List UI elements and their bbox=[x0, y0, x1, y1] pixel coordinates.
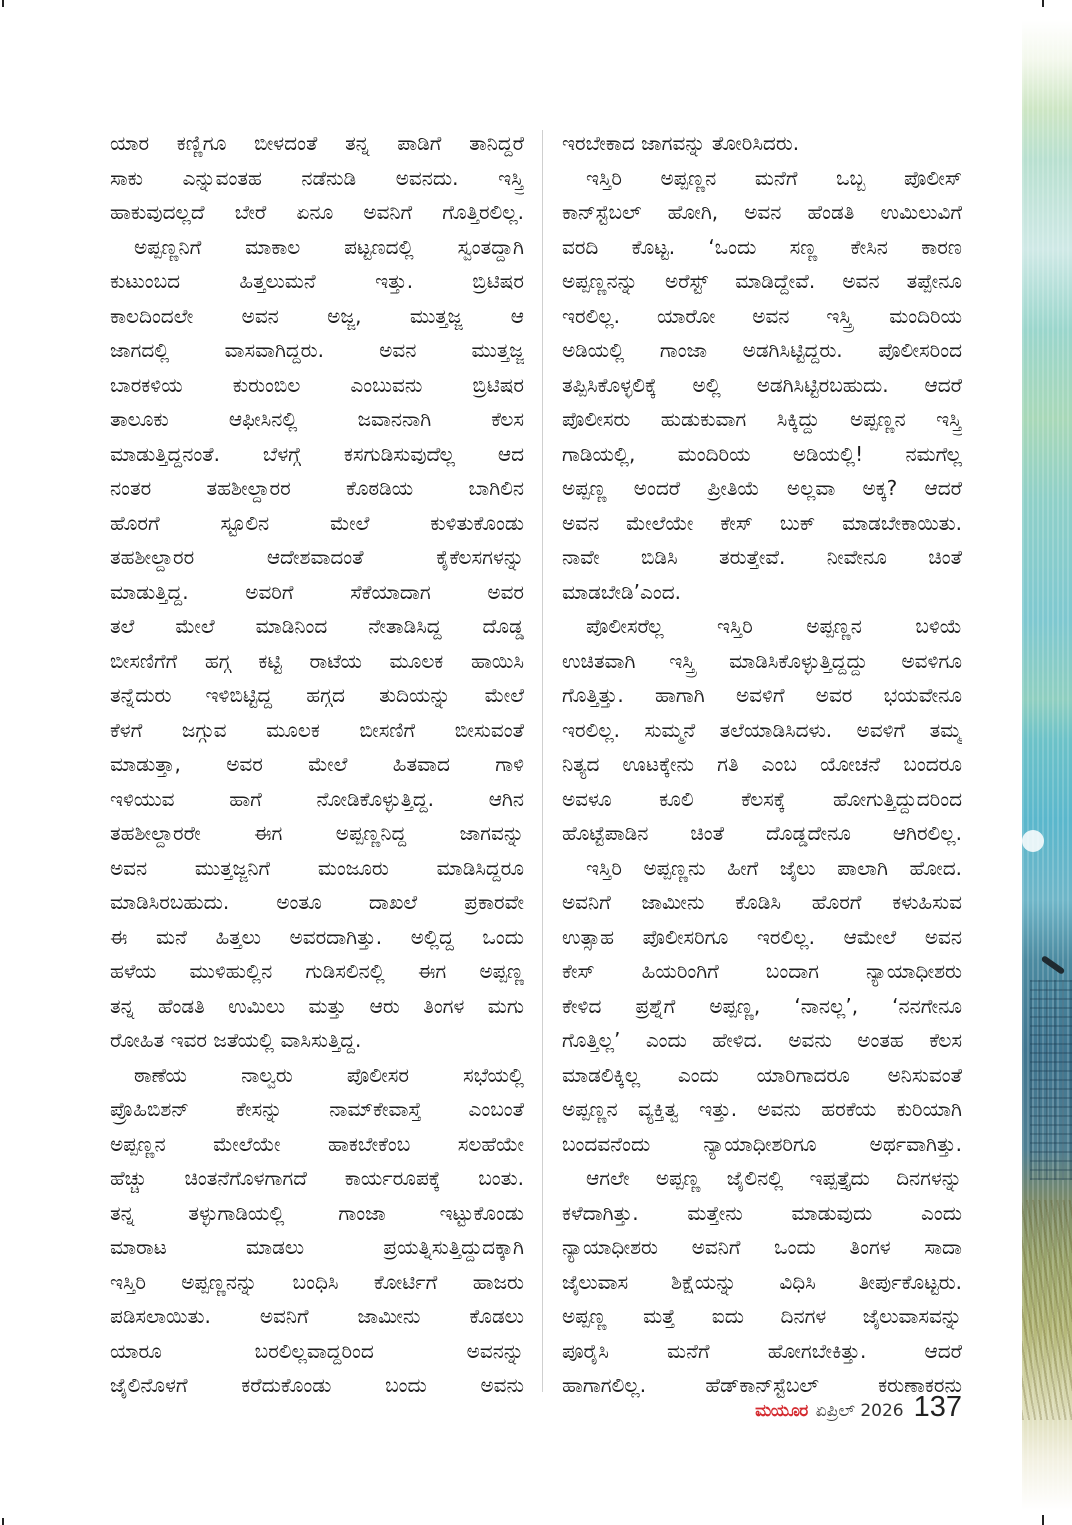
text-line: ಕೆಳಗೆ ಜಗ್ಗುವ ಮೂಲಕ ಬೀಸಣಿಗೆ ಬೀಸುವಂತೆ bbox=[110, 717, 524, 742]
paragraph bbox=[562, 609, 962, 851]
text-line: ತನ್ನೆದುರು ಇಳಿಬಿಟ್ಟಿದ್ದ ಹಗ್ಗದ ತುದಿಯನ್ನು ಮೇಲೆ bbox=[110, 683, 524, 707]
text-line: ಬಂದವನೆಂದು ನ್ಯಾಯಾಧೀಶರಿಗೂ ಅರ್ಥವಾಗಿತ್ತು. bbox=[562, 1131, 962, 1156]
text-line: ಹಳೆಯ ಮುಳಿಹುಲ್ಲಿನ ಗುಡಿಸಲಿನಲ್ಲಿ ಈಗ ಅಪ್ಪಣ್ಣ bbox=[110, 959, 524, 983]
text-line: ಗೊತ್ತಿತ್ತು. ಹಾಗಾಗಿ ಅವಳಿಗೆ ಅವರ ಭಯವೇನೂ bbox=[562, 683, 962, 707]
column-divider bbox=[542, 130, 543, 1392]
crop-mark bbox=[1042, 1515, 1044, 1525]
text-line: ಅಪ್ಪಣ್ಣನ ವ್ಯಕ್ತಿತ್ವ ಇತ್ತು. ಅವನು ಹರಕೆಯ ಕುರಿಯಾಗಿ bbox=[562, 1097, 962, 1121]
text-line: ತಪ್ಪಿಸಿಕೊಳ್ಳಲಿಕ್ಕೆ ಅಲ್ಲಿ ಅಡಗಿಸಿಟ್ಟಿರಬಹುದು. ಆದರೆ bbox=[562, 372, 962, 397]
text-line: ಮಾಡುತ್ತಿದ್ದ. ಅವರಿಗೆ ಸೆಕೆಯಾದಾಗ ಅವರ bbox=[110, 579, 524, 604]
text-line: ತಾಲೂಕು ಆಫೀಸಿನಲ್ಲಿ ಜವಾನನಾಗಿ ಕೆಲಸ bbox=[110, 407, 524, 431]
text-line: ಮಾಡುತ್ತಿದ್ದನಂತೆ. ಬೆಳಗ್ಗೆ ಕಸಗುಡಿಸುವುದೆಲ್ಲ ಆದ bbox=[110, 441, 524, 466]
text-line: ಅಡಿಯಲ್ಲಿ ಗಾಂಜಾ ಅಡಗಿಸಿಟ್ಟಿದ್ದರು. ಪೊಲೀಸರಿಂದ bbox=[562, 338, 962, 362]
text-line: ಬೀಸಣಿಗೆಗೆ ಹಗ್ಗ ಕಟ್ಟಿ ರಾಟೆಯ ಮೂಲಕ ಹಾಯಿಸಿ bbox=[110, 648, 524, 673]
text-line: ಜೈಲುವಾಸ ಶಿಕ್ಷೆಯನ್ನು ವಿಧಿಸಿ ತೀರ್ಪುಕೊಟ್ಟರು. bbox=[562, 1269, 962, 1294]
text-line: ಅಪ್ಪಣ್ಣನ ಮೇಲೆಯೇ ಹಾಕಬೇಕೆಂಬ ಸಲಹೆಯೇ bbox=[110, 1131, 524, 1156]
text-line: ಕೇಳಿದ ಪ್ರಶ್ನೆಗೆ ಅಪ್ಪಣ್ಣ, ‘ನಾನಲ್ಲ’, ‘ನನಗೇನೂ bbox=[562, 993, 962, 1018]
page-number: 137 bbox=[913, 1391, 962, 1423]
text-line: ಜೈಲಿನೊಳಗೆ ಕರೆದುಕೊಂಡು ಬಂದು ಅವನು bbox=[110, 1373, 524, 1397]
text-line: ಪೊಲೀಸರೆಲ್ಲ ಇಸ್ತಿರಿ ಅಪ್ಪಣ್ಣನ ಬಳಿಯೆ bbox=[586, 614, 962, 638]
text-line: ಕಾನ್‌ಸ್ಟೆಬಲ್ ಹೋಗಿ, ಅವನ ಹೆಂಡತಿ ಉಮಿಲುವಿಗೆ bbox=[562, 200, 962, 224]
paragraph bbox=[562, 851, 962, 1162]
text-line: ಠಾಣೆಯ ನಾಲ್ವರು ಪೊಲೀಸರ ಸಭೆಯಲ್ಲಿ bbox=[134, 1062, 524, 1087]
text-line: ಹಾಗಾಗಲಿಲ್ಲ. ಹೆಡ್‌ಕಾನ್‌ಸ್ಟೆಬಲ್ ಕರುಣಾಕರನು bbox=[562, 1373, 962, 1397]
paragraph bbox=[110, 230, 524, 1058]
text-line: ಈ ಮನೆ ಹಿತ್ತಲು ಅವರದಾಗಿತ್ತು. ಅಲ್ಲಿದ್ದ ಒಂದು bbox=[110, 924, 524, 949]
text-line: ಅಪ್ಪಣ್ಣನನ್ನು ಅರೆಸ್ಟ್ ಮಾಡಿದ್ದೇವೆ. ಅವನ ತಪ್ಪೇನೂ bbox=[562, 269, 962, 293]
text-line: ಯಾರ ಕಣ್ಣಿಗೂ ಬೀಳದಂತೆ ತನ್ನ ಪಾಡಿಗೆ ತಾನಿದ್ದರೆ bbox=[110, 131, 524, 155]
text-line: ತನ್ನ ಹೆಂಡತಿ ಉಮಿಲು ಮತ್ತು ಆರು ತಿಂಗಳ ಮಗು bbox=[110, 993, 524, 1018]
text-line: ಮಾರಾಟ ಮಾಡಲು ಪ್ರಯತ್ನಿಸುತ್ತಿದ್ದುದಕ್ಕಾಗಿ bbox=[110, 1235, 524, 1259]
text-line: ಇರಬೇಕಾದ ಜಾಗವನ್ನು ತೋರಿಸಿದರು. bbox=[562, 131, 800, 155]
text-line: ಮಾಡಲಿಕ್ಕಿಲ್ಲ ಎಂದು ಯಾರಿಗಾದರೂ ಅನಿಸುವಂತೆ bbox=[562, 1062, 962, 1087]
text-line: ಗೊತ್ತಿಲ್ಲ’ ಎಂದು ಹೇಳಿದ. ಅವನು ಅಂತಹ ಕೆಲಸ bbox=[562, 1028, 962, 1052]
text-line: ಅಪ್ಪಣ್ಣನಿಗೆ ಮಾಕಾಲ ಪಟ್ಟಣದಲ್ಲಿ ಸ್ವಂತದ್ದಾಗಿ bbox=[134, 234, 524, 259]
paragraph bbox=[110, 126, 524, 230]
text-line: ಮಾಡಿಸಿರಬಹುದು. ಅಂತೂ ದಾಖಲೆ ಪ್ರಕಾರವೇ bbox=[110, 890, 524, 914]
paragraph bbox=[562, 126, 962, 161]
text-column-right bbox=[562, 126, 962, 1403]
text-line: ಕಳೆದಾಗಿತ್ತು. ಮತ್ತೇನು ಮಾಡುವುದು ಎಂದು bbox=[562, 1200, 962, 1225]
text-line: ತನ್ನ ತಳ್ಳುಗಾಡಿಯಲ್ಲಿ ಗಾಂಜಾ ಇಟ್ಟುಕೊಂಡು bbox=[110, 1200, 524, 1225]
text-line: ಅವನ ಮೇಲೆಯೇ ಕೇಸ್ ಬುಕ್ ಮಾಡಬೇಕಾಯಿತು. bbox=[562, 510, 962, 535]
illustration-moon bbox=[1022, 830, 1044, 852]
text-line: ಪ್ರೊಹಿಬಿಶನ್ ಕೇಸನ್ನು ನಾಮ್‌ಕೇವಾಸ್ತೆ ಎಂಬಂತೆ bbox=[110, 1097, 524, 1121]
crop-mark bbox=[1042, 0, 1044, 7]
text-line: ಪೊಲೀಸರು ಹುಡುಕುವಾಗ ಸಿಕ್ಕಿದ್ದು ಅಪ್ಪಣ್ಣನ ಇಸ್ತ್ರಿ bbox=[562, 407, 962, 431]
text-line: ಇರಲಿಲ್ಲ. ಸುಮ್ಮನೆ ತಲೆಯಾಡಿಸಿದಳು. ಅವಳಿಗೆ ತಮ್ಮ bbox=[562, 717, 962, 742]
text-line: ಅಪ್ಪಣ್ಣ ಮತ್ತೆ ಐದು ದಿನಗಳ ಜೈಲುವಾಸವನ್ನು bbox=[562, 1304, 962, 1328]
text-line: ಇಸ್ತಿರಿ ಅಪ್ಪಣ್ಣನ ಮನೆಗೆ ಒಬ್ಬ ಪೊಲೀಸ್ bbox=[586, 165, 962, 190]
text-line: ತಹಶೀಲ್ದಾರರ ಆದೇಶವಾದಂತೆ ಕೈಕೆಲಸಗಳನ್ನು bbox=[110, 545, 524, 569]
illustration-buildings bbox=[1030, 980, 1072, 1180]
text-line: ಅಪ್ಪಣ್ಣ ಅಂದರೆ ಪ್ರೀತಿಯೆ ಅಲ್ಲವಾ ಅಕ್ಕ? ಆದರೆ bbox=[562, 476, 962, 500]
text-line: ಅವಳೂ ಕೂಲಿ ಕೆಲಸಕ್ಕೆ ಹೋಗುತ್ತಿದ್ದುದರಿಂದ bbox=[562, 786, 962, 811]
text-line: ಉತ್ಸಾಹ ಪೊಲೀಸರಿಗೂ ಇರಲಿಲ್ಲ. ಆಮೇಲೆ ಅವನ bbox=[562, 924, 962, 949]
text-line: ಬಾರಕಳಿಯ ಕುರುಂಬಿಲ ಎಂಬುವನು ಬ್ರಿಟಿಷರ bbox=[110, 372, 524, 397]
text-line: ಮಾಡಬೇಡಿ’ಎಂದ. bbox=[562, 579, 681, 604]
text-line: ಸಾಕು ಎನ್ನುವಂತಹ ನಡೆನುಡಿ ಅವನದು. ಇಸ್ತ್ರಿ bbox=[110, 165, 524, 190]
text-line: ಉಚಿತವಾಗಿ ಇಸ್ತ್ರಿ ಮಾಡಿಸಿಕೊಳ್ಳುತ್ತಿದ್ದದ್ದು ಅವಳಿಗೂ bbox=[562, 648, 962, 673]
paragraph bbox=[562, 1161, 962, 1403]
text-line: ಜಾಗದಲ್ಲಿ ವಾಸವಾಗಿದ್ದರು. ಅವನ ಮುತ್ತಜ್ಜ bbox=[110, 338, 524, 362]
magazine-logo: ಮಯೂರ bbox=[755, 1401, 808, 1421]
text-line: ಅವನ ಮುತ್ತಜ್ಜನಿಗೆ ಮಂಜೂರು ಮಾಡಿಸಿದ್ದರೂ bbox=[110, 855, 524, 880]
text-line: ನಿತ್ಯದ ಊಟಕ್ಕೇನು ಗತಿ ಎಂಬ ಯೋಚನೆ ಬಂದರೂ bbox=[562, 752, 962, 776]
text-line: ರೋಹಿತ ಇವರ ಜತೆಯಲ್ಲಿ ವಾಸಿಸುತ್ತಿದ್ದ. bbox=[110, 1028, 362, 1052]
paragraph bbox=[562, 161, 962, 610]
text-line: ಪೂರೈಸಿ ಮನೆಗೆ ಹೋಗಬೇಕಿತ್ತು. ಆದರೆ bbox=[562, 1338, 962, 1363]
text-line: ಹೆಚ್ಚು ಚಿಂತನೆಗೊಳಗಾಗದೆ ಕಾರ್ಯರೂಪಕ್ಕೆ ಬಂತು. bbox=[110, 1166, 524, 1190]
crop-mark bbox=[2, 1518, 4, 1525]
text-line: ಇರಲಿಲ್ಲ. ಯಾರೋ ಅವನ ಇಸ್ತ್ರಿ ಮಂದಿರಿಯ bbox=[562, 303, 962, 328]
text-line: ಕಾಲದಿಂದಲೇ ಅವನ ಅಜ್ಜ, ಮುತ್ತಜ್ಜ ಆ bbox=[110, 303, 524, 328]
text-line: ಕೇಸ್ ಹಿಯರಿಂಗಿಗೆ ಬಂದಾಗ ನ್ಯಾಯಾಧೀಶರು bbox=[562, 959, 962, 983]
text-line: ಗಾಡಿಯಲ್ಲಿ, ಮಂದಿರಿಯ ಅಡಿಯಲ್ಲಿ! ನಮಗೆಲ್ಲ bbox=[562, 441, 962, 466]
text-line: ಹಾಕುವುದಲ್ಲದೆ ಬೇರೆ ಏನೂ ಅವನಿಗೆ ಗೊತ್ತಿರಲಿಲ್ಲ. bbox=[110, 200, 524, 224]
page-footer bbox=[755, 1391, 962, 1427]
text-line: ಇಸ್ತಿರಿ ಅಪ್ಪಣ್ಣನನ್ನು ಬಂಧಿಸಿ ಕೋರ್ಟಿಗೆ ಹಾಜರು bbox=[110, 1269, 524, 1294]
text-line: ನ್ಯಾಯಾಧೀಶರು ಅವನಿಗೆ ಒಂದು ತಿಂಗಳ ಸಾದಾ bbox=[562, 1235, 962, 1259]
text-line: ಮಾಡುತ್ತಾ, ಅವರ ಮೇಲೆ ಹಿತವಾದ ಗಾಳಿ bbox=[110, 752, 524, 776]
illustration-grass bbox=[1022, 1200, 1072, 1420]
crop-mark bbox=[2, 0, 4, 7]
text-column-left bbox=[110, 126, 524, 1403]
paragraph bbox=[110, 1058, 524, 1403]
text-line: ಹೊಟ್ಟೆಪಾಡಿನ ಚಿಂತೆ ದೊಡ್ಡದೇನೂ ಆಗಿರಲಿಲ್ಲ. bbox=[562, 821, 962, 845]
text-line: ಅವನಿಗೆ ಜಾಮೀನು ಕೊಡಿಸಿ ಹೊರಗೆ ಕಳುಹಿಸುವ bbox=[562, 890, 962, 914]
text-line: ಹೊರಗೆ ಸ್ಟೂಲಿನ ಮೇಲೆ ಕುಳಿತುಕೊಂಡು bbox=[110, 510, 524, 535]
text-line: ಯಾರೂ ಬರಲಿಲ್ಲವಾದ್ದರಿಂದ ಅವನನ್ನು bbox=[110, 1338, 524, 1363]
text-line: ತಹಶೀಲ್ದಾರರೇ ಈಗ ಅಪ್ಪಣ್ಣನಿದ್ದ ಜಾಗವನ್ನು bbox=[110, 821, 524, 845]
text-line: ನಾವೇ ಬಿಡಿಸಿ ತರುತ್ತೇವೆ. ನೀವೇನೂ ಚಿಂತೆ bbox=[562, 545, 962, 569]
text-line: ವರದಿ ಕೊಟ್ಟ. ‘ಒಂದು ಸಣ್ಣ ಕೇಸಿನ ಕಾರಣ bbox=[562, 234, 962, 259]
text-line: ತಲೆ ಮೇಲೆ ಮಾಡಿನಿಂದ ನೇತಾಡಿಸಿದ್ದ ದೊಡ್ಡ bbox=[110, 614, 524, 638]
text-line: ಆಗಲೇ ಅಪ್ಪಣ್ಣ ಜೈಲಿನಲ್ಲಿ ಇಪ್ಪತ್ತೈದು ದಿನಗಳನ್ನು bbox=[586, 1166, 962, 1190]
text-line: ನಂತರ ತಹಶೀಲ್ದಾರರ ಕೊಠಡಿಯ ಬಾಗಿಲಿನ bbox=[110, 476, 524, 500]
text-line: ಪಡಿಸಲಾಯಿತು. ಅವನಿಗೆ ಜಾಮೀನು ಕೊಡಲು bbox=[110, 1304, 524, 1328]
text-line: ಇಳಿಯುವ ಹಾಗೆ ನೋಡಿಕೊಳ್ಳುತ್ತಿದ್ದ. ಆಗಿನ bbox=[110, 786, 524, 811]
issue-date: ಏಪ್ರಿಲ್ 2026 bbox=[815, 1401, 904, 1421]
text-line: ಕುಟುಂಬದ ಹಿತ್ತಲುಮನೆ ಇತ್ತು. ಬ್ರಿಟಿಷರ bbox=[110, 269, 524, 293]
text-line: ಇಸ್ತಿರಿ ಅಪ್ಪಣ್ಣನು ಹೀಗೆ ಜೈಲು ಪಾಲಾಗಿ ಹೋದ. bbox=[586, 855, 962, 880]
